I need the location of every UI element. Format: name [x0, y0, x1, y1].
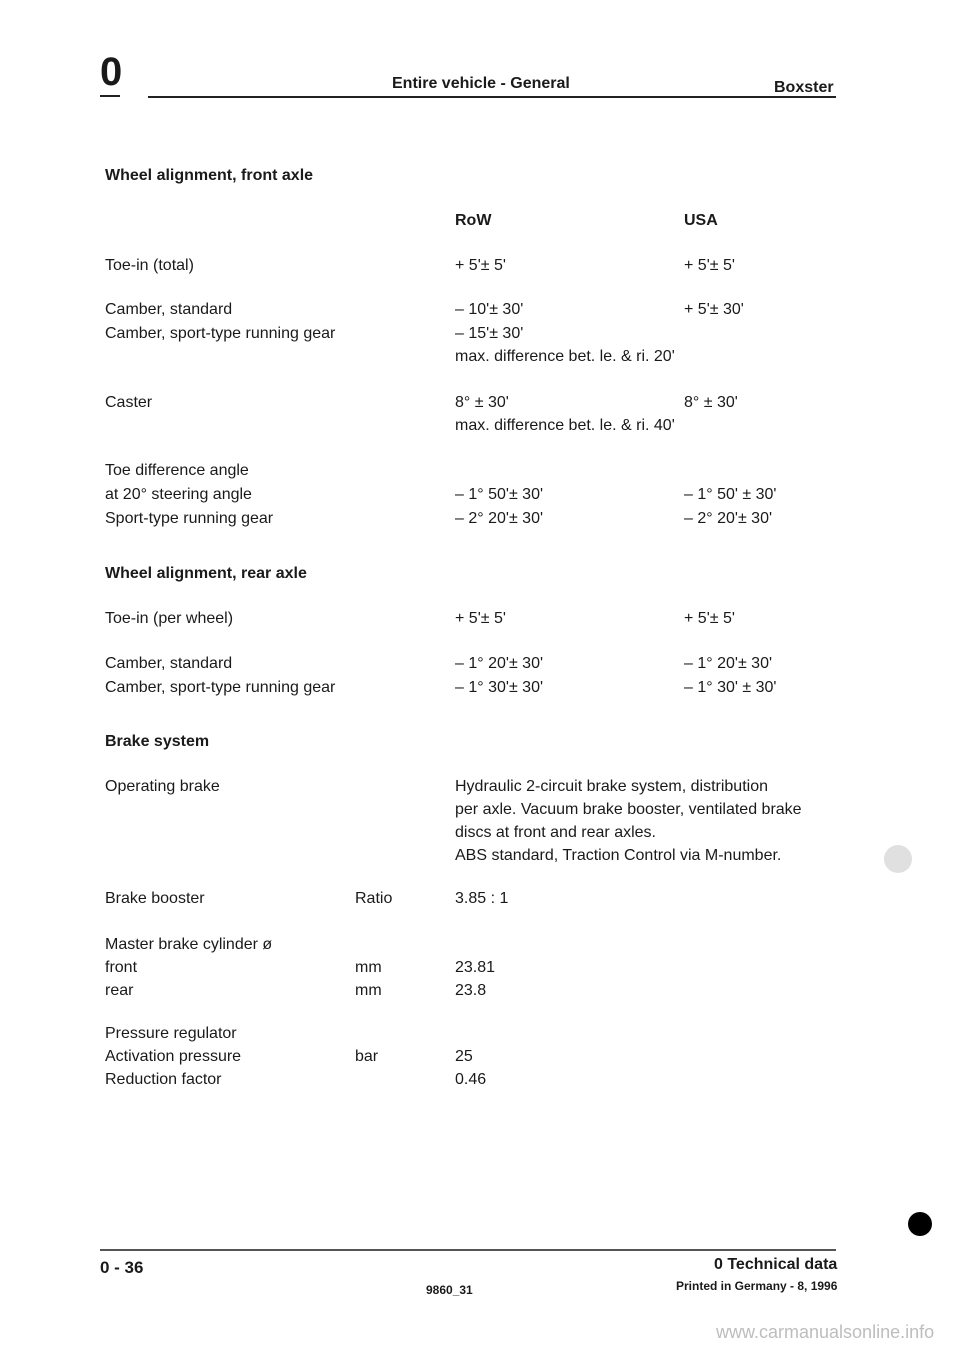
sport-gear-usa: – 2° 20'± 30': [684, 510, 773, 527]
activation-value: 25: [455, 1048, 473, 1065]
front-camber-std-row: – 10'± 30': [455, 301, 524, 318]
operating-desc-line: per axle. Vacuum brake booster, ventilated brake: [455, 801, 802, 818]
col-header-usa: USA: [684, 212, 718, 229]
doc-code: 9860_31: [426, 1283, 473, 1297]
rear-camber-sport-label: Camber, sport-type running gear: [105, 679, 336, 696]
front-axle-heading: Wheel alignment, front axle: [105, 167, 314, 184]
rear-camber-std-row: – 1° 20'± 30': [455, 655, 544, 672]
front-label: front: [105, 959, 138, 976]
booster-unit: Ratio: [355, 890, 393, 907]
chapter-underline: [100, 95, 120, 97]
front-unit: mm: [355, 959, 382, 976]
front-toe-in-usa: + 5'± 5': [684, 257, 735, 274]
regulator-label: Pressure regulator: [105, 1025, 237, 1042]
rear-camber-std-usa: – 1° 20'± 30': [684, 655, 773, 672]
front-camber-sport-row: – 15'± 30': [455, 325, 524, 342]
rear-camber-std-label: Camber, standard: [105, 655, 233, 672]
section-name: 0 Technical data: [714, 1256, 838, 1273]
operating-brake-label: Operating brake: [105, 778, 220, 795]
binder-hole-mark: [884, 845, 912, 873]
rear-axle-heading: Wheel alignment, rear axle: [105, 565, 307, 582]
front-toe-in-row: + 5'± 5': [455, 257, 506, 274]
rear-toe-in-row: + 5'± 5': [455, 610, 506, 627]
model-name: Boxster: [774, 79, 834, 96]
steer-angle-row: – 1° 50'± 30': [455, 486, 544, 503]
page-number: 0 - 36: [100, 1258, 144, 1277]
header-rule: [148, 96, 836, 98]
booster-value: 3.85 : 1: [455, 890, 509, 907]
operating-desc-line: ABS standard, Traction Control via M-number.: [455, 847, 782, 864]
caster-note: max. difference bet. le. & ri. 40': [455, 417, 675, 434]
front-toe-in-label: Toe-in (total): [105, 257, 194, 274]
caster-row: 8° ± 30': [455, 394, 509, 411]
front-camber-std-usa: + 5'± 30': [684, 301, 744, 318]
sport-gear-row: – 2° 20'± 30': [455, 510, 544, 527]
caster-usa: 8° ± 30': [684, 394, 738, 411]
front-camber-sport-label: Camber, sport-type running gear: [105, 325, 336, 342]
watermark-text: www.carmanualsonline.info: [716, 1322, 935, 1342]
rear-label: rear: [105, 982, 134, 999]
brake-heading: Brake system: [105, 733, 210, 750]
sport-gear-label: Sport-type running gear: [105, 510, 274, 527]
steer-angle-usa: – 1° 50' ± 30': [684, 486, 777, 503]
rear-unit: mm: [355, 982, 382, 999]
activation-label: Activation pressure: [105, 1048, 242, 1065]
rear-camber-sport-row: – 1° 30'± 30': [455, 679, 544, 696]
rear-value: 23.8: [455, 982, 487, 999]
operating-desc-line: Hydraulic 2-circuit brake system, distribution: [455, 778, 768, 795]
caster-label: Caster: [105, 394, 153, 411]
footer-rule: [100, 1249, 836, 1251]
binder-hole-mark: [908, 1212, 932, 1236]
page-title: Entire vehicle - General: [392, 75, 570, 92]
col-header-row: RoW: [455, 212, 492, 229]
operating-desc-line: discs at front and rear axles.: [455, 824, 656, 841]
booster-label: Brake booster: [105, 890, 205, 907]
steer-angle-label: at 20° steering angle: [105, 486, 252, 503]
front-value: 23.81: [455, 959, 496, 976]
printed-info: Printed in Germany - 8, 1996: [676, 1279, 838, 1293]
reduction-value: 0.46: [455, 1071, 487, 1088]
activation-unit: bar: [355, 1048, 379, 1065]
rear-toe-in-label: Toe-in (per wheel): [105, 610, 234, 627]
chapter-number: 0: [100, 50, 123, 94]
rear-toe-in-usa: + 5'± 5': [684, 610, 735, 627]
front-camber-std-label: Camber, standard: [105, 301, 233, 318]
master-cylinder-label: Master brake cylinder ø: [105, 936, 273, 953]
front-camber-note: max. difference bet. le. & ri. 20': [455, 348, 675, 365]
reduction-label: Reduction factor: [105, 1071, 222, 1088]
rear-camber-sport-usa: – 1° 30' ± 30': [684, 679, 777, 696]
toe-diff-label: Toe difference angle: [105, 462, 249, 479]
